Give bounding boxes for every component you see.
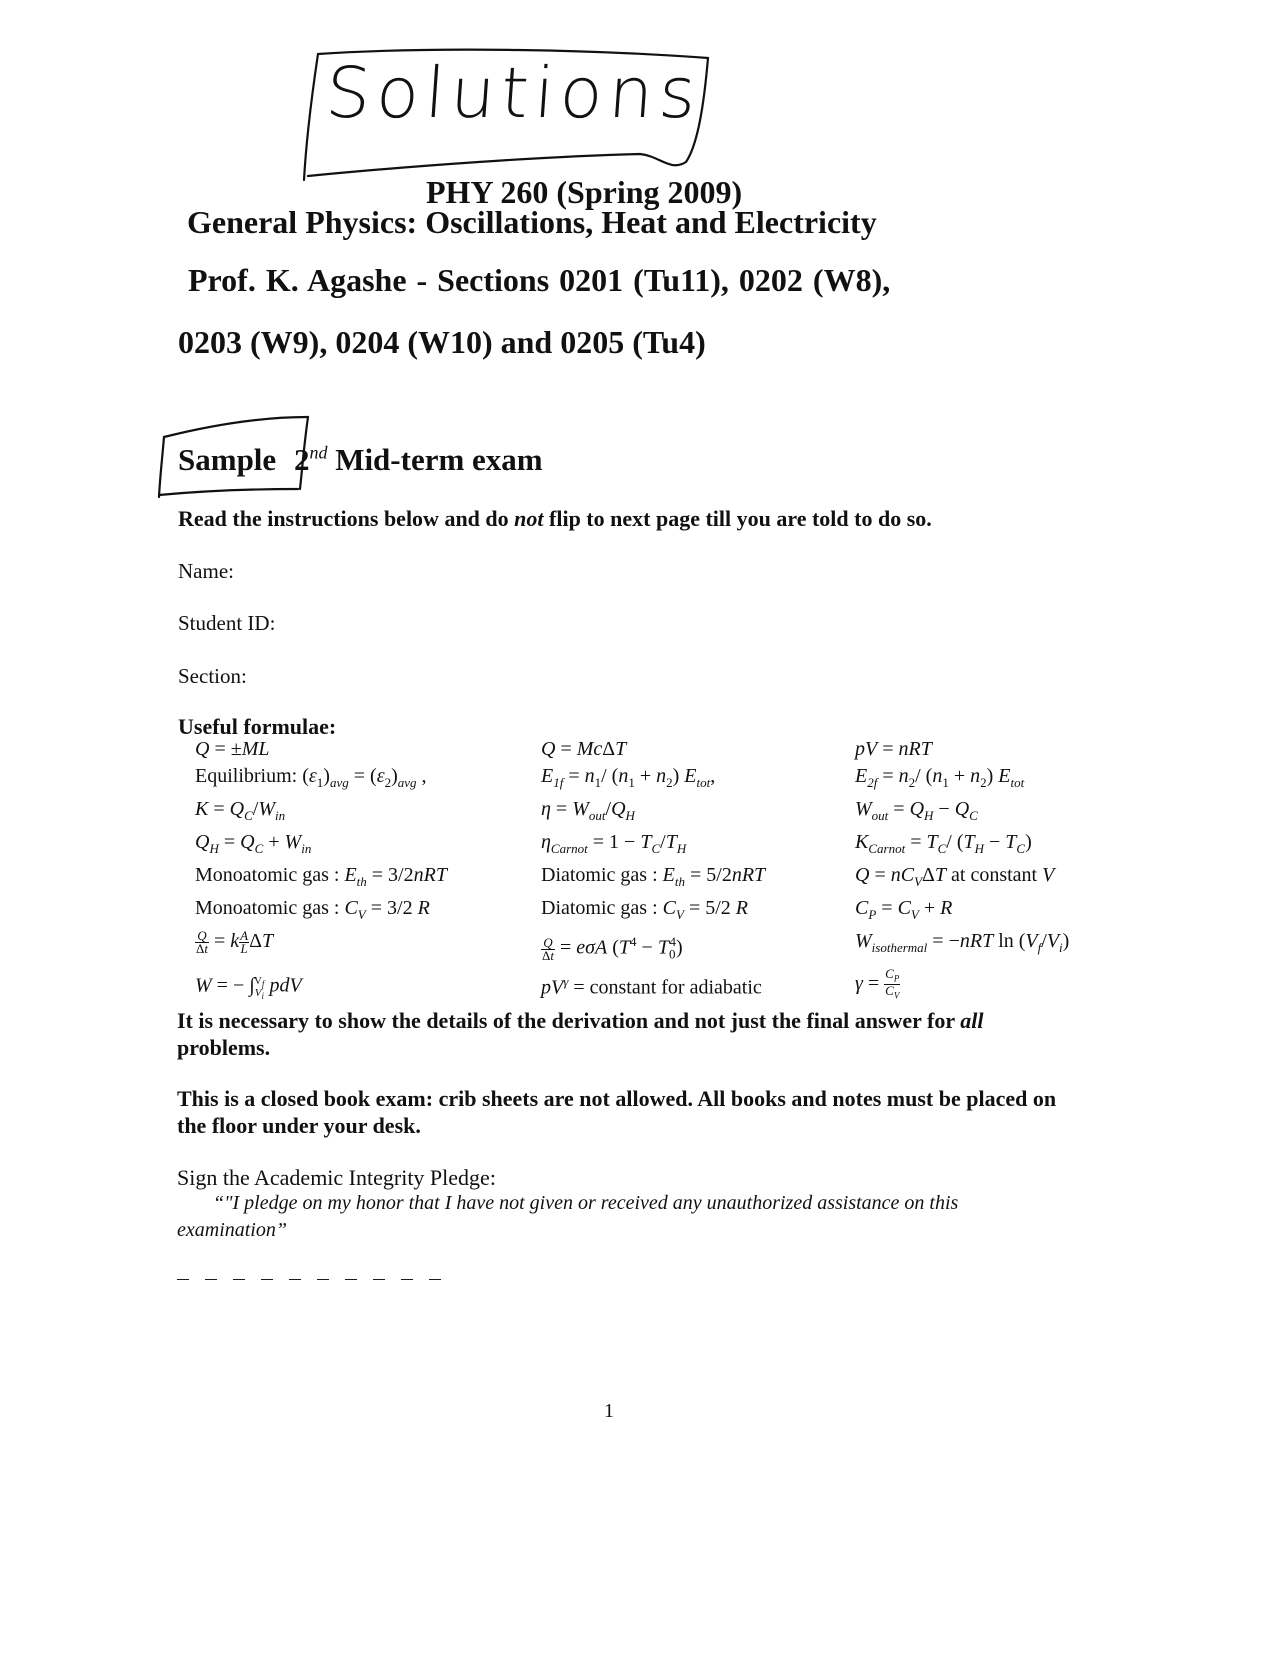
formula-radiation: $\frac{Q}{\Delta t}$ = eσA $(T^4 - T_0^4)$ [542,934,683,963]
formula-equilibrium: Equilibrium: $(\varepsilon_1)_{avg} = (\varepsilon_2)_{avg}$ , [195,765,427,790]
exam-title [178,442,543,478]
formula-conduction: $\frac{Q}{\Delta t}$ = k $\frac{A}{L}$ ΔT [196,927,274,956]
name-label: Name: [178,559,234,583]
read-instructions: Read the instructions below and do not flip to next page till you are told to do so. [178,506,932,531]
course-heading: PHY 260 (Spring 2009) [426,174,743,210]
formula-e1f: $E_{1f} = n_1/$ $(n_1 + n_2)$ $E_{tot}$, [541,765,716,790]
formula-specific-heat: Q = McΔT [541,738,627,760]
instructor-sections-line-1: Prof. K. Agashe - Sections 0201 (Tu11), 0202 (W8), [188,262,891,298]
derivation-rule: It is necessary to show the details of the derivation and not just the final answer for all problems. [177,1008,984,1060]
formula-ideal-gas: pV = nRT [855,738,932,760]
formula-efficiency: $\eta = W_{out}/Q_H$ [541,798,635,823]
formula-carnot-cop: $K_{Carnot} = T_C/$ $(T_H - T_C)$ [855,831,1032,856]
exam-name: Mid-term exam [335,442,543,477]
emphasis-all: all [960,1008,984,1033]
formula-gamma: γ = $\frac{C_P}{C_V}$ [855,965,900,1001]
formula-isothermal-work: $W_{isothermal} = -nRT$ $\ln (V_f/V_i)$ [855,930,1070,955]
signature-line[interactable]: _ _ _ _ _ _ _ _ _ _ [177,1262,444,1285]
formula-latent-heat: Q = ±ML [195,738,270,760]
formula-carnot-efficiency: $\eta_{Carnot} = 1 - T_C/T_H$ [541,831,687,856]
pledge-heading: Sign the Academic Integrity Pledge: [177,1165,496,1190]
formula-cop: $K = Q_C/W_{in}$ [195,798,286,823]
student-id-label: Student ID: [178,611,276,635]
formulae-table [195,736,1175,1011]
formula-heat-balance: $Q_H = Q_C + W_{in}$ [195,831,312,856]
course-title: General Physics: Oscillations, Heat and Electricity [187,204,877,240]
formulae-heading: Useful formulae: [178,714,337,739]
formula-work-integral: W = − $\int_{V_i}^{V_f}$ pdV [195,974,302,1002]
formula-monoatomic-cv: Monoatomic gas : $C_V = 3/2$ R [195,897,430,922]
formula-work-out: $W_{out} = Q_H - Q_C$ [855,798,978,823]
formula-diatomic-cv: Diatomic gas : $C_V = 5/2$ R [541,897,748,922]
page-number: 1 [604,1400,614,1422]
sample-label: Sample [178,442,277,477]
emphasis-not: not [514,506,544,531]
solutions-handwritten-label: Solutions [323,52,705,134]
formula-e2f: $E_{2f} = n_2/$ $(n_1 + n_2)$ $E_{tot}$ [855,765,1025,790]
exam-ordinal-suffix: nd [309,442,328,463]
section-label: Section: [178,664,247,688]
exam-ordinal: 2 [293,442,310,477]
pledge-text: “"I pledge on my honor that I have not given or received any unauthorized assistance on this examination” [177,1192,959,1241]
formula-adiabatic: $pV^\gamma$ = constant for adiabatic [541,973,762,999]
formula-cp-cv: $C_P = C_V + R$ [855,897,953,922]
instructor-sections-line-2: 0203 (W9), 0204 (W10) and 0205 (Tu4) [178,324,706,360]
formula-monoatomic-eth: Monoatomic gas : $E_{th} = 3/2nRT$ [195,864,447,889]
solutions-annotation [300,44,720,184]
formula-diatomic-eth: Diatomic gas : $E_{th} = 5/2nRT$ [541,864,766,889]
closed-book-rule: This is a closed book exam: crib sheets are not allowed. All books and notes must be placed on the floor under your desk. [177,1086,1057,1138]
formula-const-volume-heat: $Q = nC_V\Delta T$ at constant V [855,864,1055,889]
